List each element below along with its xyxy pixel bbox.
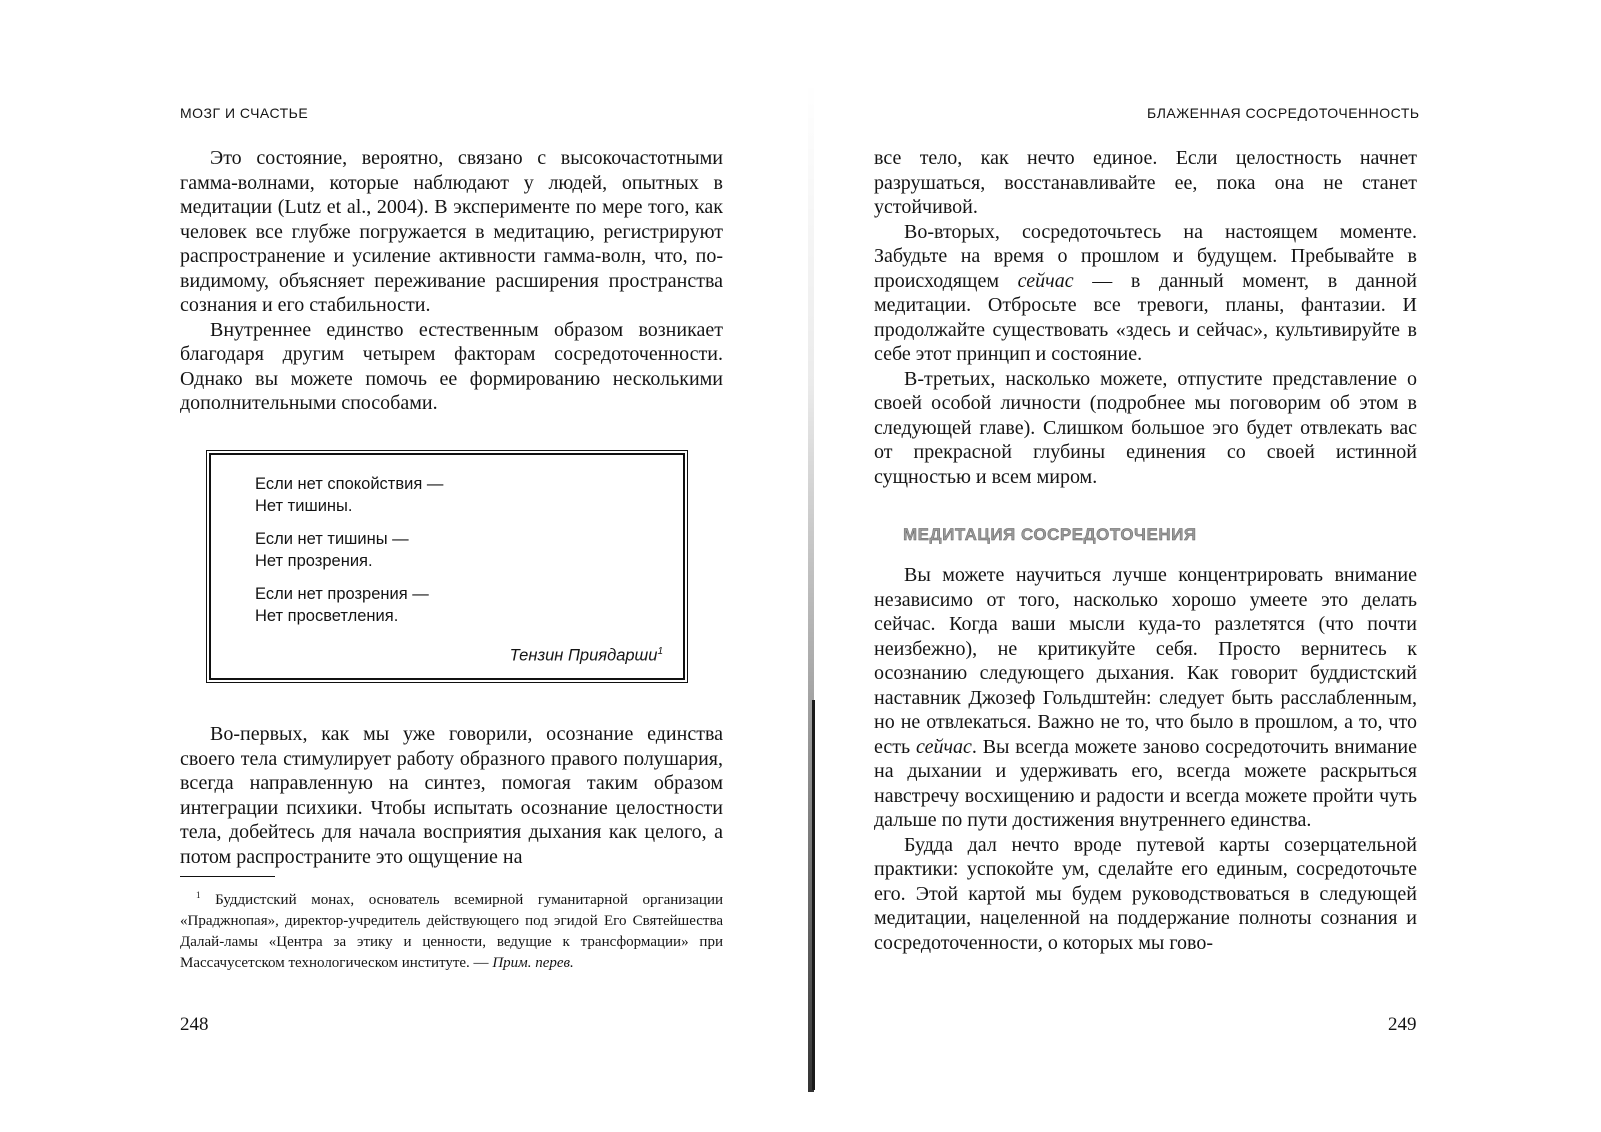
quote-line: Нет тишины. [255, 497, 353, 515]
paragraph-continuation: все тело, как нечто единое. Если целостность начнет разрушаться, восстанавливайте ее, пока она не станет устойчивой. [874, 147, 1417, 218]
paragraph-text: — в данный момент, в данной медитации. Отбросьте все тревоги, планы, фантазии. И продолжайте существовать «здесь и сейчас», культивируйте в себе этот принцип и состояние. [874, 269, 1417, 365]
quote-line: Если нет прозрения — [255, 585, 429, 603]
footnote-divider [180, 876, 275, 877]
left-running-head: МОЗГ И СЧАСТЬЕ [180, 105, 309, 121]
quote-stanza [255, 583, 429, 627]
paragraph: В-третьих, насколько можете, отпустите представление о своей особой личности (подробнее мы поговорим об этом в следующей главе). Слишком большое эго будет отвлекать вас от прекрасной глубины единения со своей истинной сущностью и всем миром. [874, 367, 1417, 488]
quote-stanza [255, 473, 443, 517]
footnote-translator-note: Прим. перев. [492, 955, 574, 971]
paragraph-text: Во-вторых, сосредоточьтесь на настоящем моменте. Забудьте на время о прошлом и будущем. Пребывайте в происходящем [874, 220, 1417, 292]
paragraph [874, 563, 1417, 833]
paragraph [874, 220, 1417, 367]
quote-line: Нет просветления. [255, 607, 399, 625]
epigraph-box [209, 453, 685, 680]
page-number-left: 248 [180, 1014, 209, 1035]
right-page-text-bottom [874, 563, 1417, 955]
footnote [180, 885, 723, 974]
quote-line: Нет прозрения. [255, 552, 373, 570]
paragraph-text: Вы можете научиться лучше концентрировать внимание независимо от того, насколько хорошо умеете это делать сейчас. Когда ваши мысли куда-то разлетятся (что почти неизбежно), не критикуйте себя. Просто вернитесь к осознанию следующего дыхания. Как говорит буддистский наставник Джозеф Гольдштейн: следует быть расслабленным, но не отвлекаться. Важно не то, что было в прошлом, а то, что есть [874, 564, 1417, 758]
paragraph-text: . Вы всегда можете заново сосредоточить внимание на дыхании и удерживать его, всегда можете раскрыться навстречу восхищению и радости и всегда можете пройти чуть дальше по пути достижения внутреннего единства. [874, 735, 1418, 831]
paragraph: Это состояние, вероятно, связано с высокочастотными гамма-волнами, которые наблюдают у людей, опытных в медитации (Lutz et al., 2004). В эксперименте по мере того, как человек все глубже погружается в медитацию, регистрируют распространение и усиление активности гамма-волн, что, по-видимому, объясняет переживание расширения пространства сознания и его стабильности. [180, 147, 723, 316]
paragraph: Внутреннее единство естественным образом возникает благодаря другим четырем факторам сосредоточенности. Однако вы можете помочь ее формированию несколькими дополнительными способами. [180, 318, 723, 414]
emphasis: сейчас [915, 735, 972, 758]
right-running-head: БЛАЖЕННАЯ СОСРЕДОТОЧЕННОСТЬ [1147, 105, 1420, 121]
paragraph: Будда дал нечто вроде путевой карты созерцательной практики: успокойте ум, сделайте его единым, сосредоточьте его. Этой картой мы будем руководствоваться в следующей медитации, нацеленной на поддержание полноты сознания и сосредоточенности, о которых мы гово- [874, 833, 1417, 954]
left-page-text-top [180, 146, 723, 416]
paragraph: Во-первых, как мы уже говорили, осознание единства своего тела стимулирует работу образного правого полушария, всегда направленную на синтез, помогая таким образом интеграции психики. Чтобы испытать осознание целостности тела, добейтесь для начала восприятия дыхания как целого, а потом распространите это ощущение на [180, 723, 723, 868]
footnote-ref[interactable]: 1 [657, 646, 663, 657]
quote-attribution [510, 641, 663, 667]
quote-stanza [255, 528, 409, 572]
emphasis: сейчас [1017, 269, 1074, 292]
left-page-text-bottom [180, 722, 723, 869]
attribution-name: Тензин Приядарши [509, 646, 658, 665]
book-spine-line [812, 700, 815, 1090]
quote-line: Если нет тишины — [255, 530, 409, 548]
right-page-text-top [874, 146, 1417, 489]
footnote-text: Буддистский монах, основатель всемирной гуманитарной организации «Праджнопая», директор-учредитель действующего под эгидой Его Святейшества Далай-ламы «Центра за этику и ценности, ведущие к трансформации» при Массачусетском технологическом институте. — [180, 892, 724, 971]
footnote-marker: 1 [196, 890, 201, 900]
quote-line: Если нет спокойствия — [255, 475, 444, 493]
section-heading: МЕДИТАЦИЯ СОСРЕДОТОЧЕНИЯ [903, 525, 1197, 544]
page-number-right: 249 [1388, 1014, 1417, 1035]
